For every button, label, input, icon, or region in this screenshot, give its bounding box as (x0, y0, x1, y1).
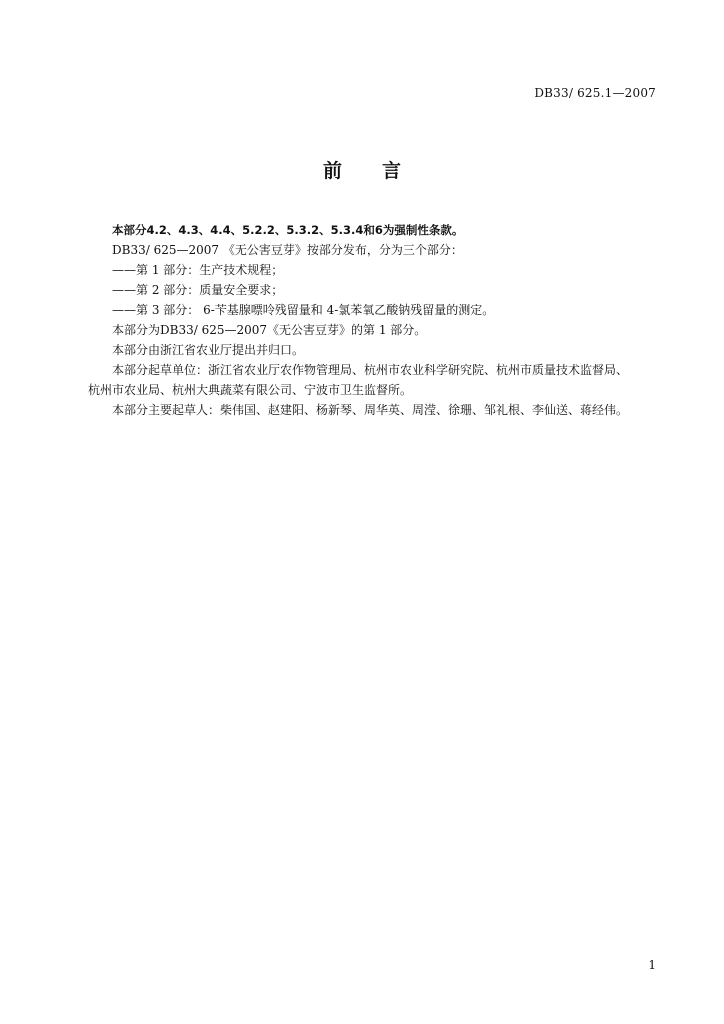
mandatory-clause: 本部分4.2、4.3、4.4、5.2.2、5.3.2、5.3.4和6为强制性条款。 (112, 223, 464, 237)
main-drafters: 本部分主要起草人：柴伟国、赵建阳、杨新琴、周华英、周滢、徐珊、邹礼根、李仙送、蒋经伟。 (112, 403, 629, 417)
part-list-item-1: ——第 1 部分：生产技术规程； (112, 263, 284, 277)
title-char-1: 前 (322, 160, 342, 182)
drafting-units-line-2: 杭州市农业局、杭州大典蔬菜有限公司、宁波市卫生监督所。 (88, 383, 413, 397)
page-title (0, 156, 724, 183)
this-part-statement: 本部分为DB33/ 625—2007《无公害豆芽》的第 1 部分。 (112, 323, 427, 337)
standard-intro: DB33/ 625—2007 《无公害豆芽》按部分发布，分为三个部分： (112, 243, 463, 257)
standard-code: DB33/ 625.1—2007 (534, 86, 656, 100)
part-list-item-2: ——第 2 部分：质量安全要求； (112, 283, 284, 297)
foreword-body (88, 220, 668, 420)
part-list-item-3: ——第 3 部分： 6-苄基腺嘌呤残留量和 4-氯苯氧乙酸钠残留量的测定。 (112, 303, 495, 317)
drafting-units-line-1: 本部分起草单位：浙江省农业厅农作物管理局、杭州市农业科学研究院、杭州市质量技术监督局、 (112, 363, 629, 377)
title-char-2: 言 (382, 160, 402, 182)
proposed-by: 本部分由浙江省农业厅提出并归口。 (112, 343, 305, 357)
page-number: 1 (648, 958, 656, 972)
